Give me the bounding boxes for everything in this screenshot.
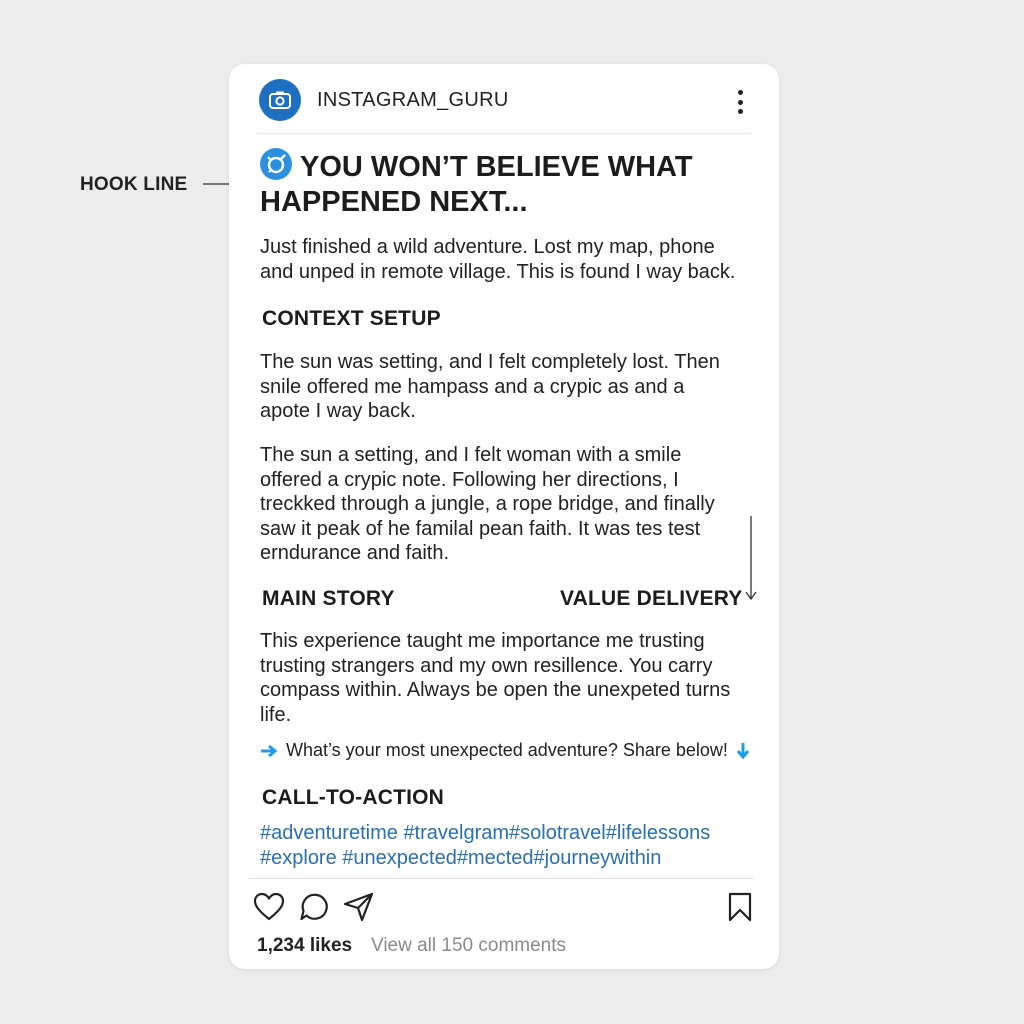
story-line: The sun a setting, and I felt woman with a smile	[260, 444, 682, 466]
context-setup-label: CONTEXT SETUP	[262, 307, 441, 330]
likes-count[interactable]: 1,234 likes	[257, 935, 353, 956]
more-dot-icon	[738, 109, 743, 114]
username[interactable]: INSTAGRAM_GURU	[317, 89, 509, 111]
context-line: snile offered me hampass and a crypic as and a	[260, 375, 685, 398]
intro-line: and unped in remote village. This is found I way back.	[260, 260, 736, 283]
post-card	[229, 64, 779, 969]
hashtags	[260, 821, 760, 870]
view-comments-link[interactable]: View all 150 comments	[371, 935, 567, 956]
divider	[249, 878, 753, 879]
camera-icon	[269, 91, 291, 109]
hashtag-line[interactable]: #adventuretime #travelgram#solotravel#lifelessons	[260, 822, 711, 844]
comment-bubble-icon[interactable]	[299, 892, 329, 922]
hook-line-annotation-label: HOOK LINE	[80, 174, 188, 195]
story-line: erndurance and faith.	[260, 542, 450, 564]
story-line: saw it peak of he familal pean faith. It was tes test	[260, 517, 701, 540]
arrow-down-icon	[736, 742, 750, 760]
more-dot-icon	[738, 100, 743, 105]
main-story-label: MAIN STORY	[262, 587, 395, 610]
hook-line-2: HAPPENED NEXT...	[260, 186, 528, 218]
share-send-icon[interactable]	[343, 892, 375, 922]
hook-headline	[260, 148, 730, 220]
context-line: apote I way back.	[260, 400, 416, 422]
intro-line: Just finished a wild adventure. Lost my map, phone	[260, 236, 715, 258]
bookmark-icon[interactable]	[728, 892, 752, 922]
question-text: What’s your most unexpected adventure? Share below!	[286, 740, 728, 760]
value-line: trusting strangers and my own resillence. You carry	[260, 654, 713, 677]
value-line: compass within. Always be open the unexpeted turns	[260, 679, 731, 701]
adventure-emoji-icon	[260, 148, 292, 180]
context-text	[260, 350, 760, 424]
post-header	[257, 78, 751, 134]
arrow-right-icon	[260, 744, 278, 758]
story-text	[260, 443, 760, 566]
value-text	[260, 629, 760, 727]
like-heart-icon[interactable]	[253, 892, 285, 922]
context-line: The sun was setting, and I felt completely lost. Then	[260, 351, 720, 373]
value-line: life.	[260, 703, 292, 726]
value-line: This experience taught me importance me trusting	[260, 630, 705, 652]
call-to-action-label: CALL-TO-ACTION	[262, 786, 445, 809]
story-line: offered a crypic note. Following her directions, I	[260, 468, 679, 491]
hook-line-1: YOU WON’T BELIEVE WHAT	[300, 151, 693, 183]
intro-text	[260, 235, 760, 284]
hashtag-line[interactable]: #explore #unexpected#mected#journeywithin	[260, 846, 662, 869]
more-dot-icon	[738, 90, 743, 95]
arrow-down-icon	[745, 516, 757, 602]
avatar[interactable]	[259, 79, 301, 121]
engagement-question	[260, 740, 750, 761]
value-delivery-label: VALUE DELIVERY	[560, 587, 743, 610]
story-line: treckked through a jungle, a rope bridge, and finally	[260, 493, 715, 515]
more-options-button[interactable]	[733, 88, 747, 116]
